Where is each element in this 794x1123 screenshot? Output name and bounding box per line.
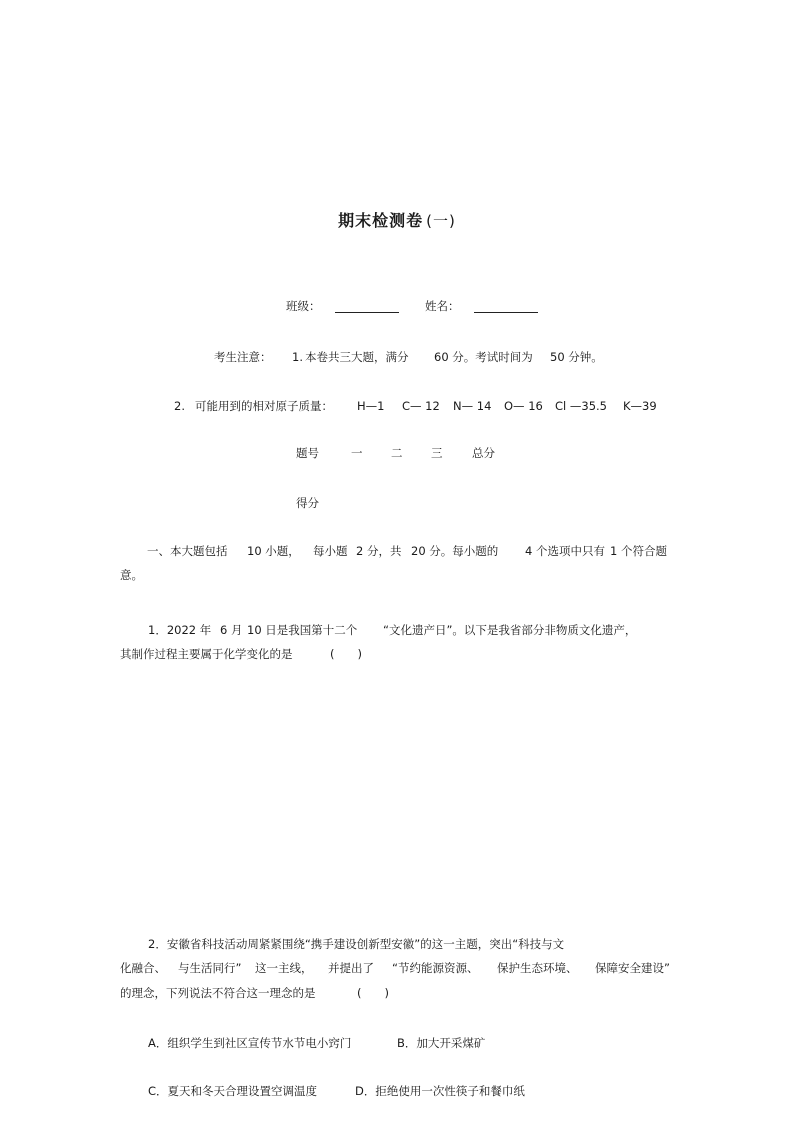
q1-part1: 1．2022 年 xyxy=(148,623,212,637)
q2-answer-paren[interactable]: ( ) xyxy=(357,986,389,1000)
section1-part2: 10 小题， xyxy=(247,544,300,558)
score-header-number: 题号 xyxy=(296,446,319,460)
score-header-2: 二 xyxy=(391,446,403,460)
q2-line2-part1: 化融合、 xyxy=(120,961,166,975)
q1-line2-text: 其制作过程主要属于化学变化的是 xyxy=(120,647,293,661)
q1-part3: 10 日是我国第十二个 xyxy=(247,623,358,637)
q2-option-c[interactable]: C．夏天和冬天合理设置空调温度 xyxy=(148,1084,318,1098)
notice-item2-num: 2. xyxy=(174,399,185,413)
section1-part6: 4 个选项中只有 xyxy=(525,544,605,558)
q1-part4: “文化遗产日”。以下是我省部分非物质文化遗产， xyxy=(383,623,637,637)
name-blank[interactable] xyxy=(474,312,538,313)
notice-item1-part3: 50 分钟。 xyxy=(550,350,603,364)
q2-line2-part4: 并提出了 xyxy=(328,961,374,975)
section1-part5: 20 分。每小题的 xyxy=(411,544,499,558)
q1-part2: 6 月 xyxy=(220,623,243,637)
notice-item2-label: 可能用到的相对原子质量： xyxy=(195,399,333,413)
q2-option-d[interactable]: D．拒绝使用一次性筷子和餐巾纸 xyxy=(355,1084,525,1098)
q2-line2-part7: 保障安全建设” xyxy=(595,961,670,975)
section1-part7: 1 个符合题 xyxy=(610,544,667,558)
page-title xyxy=(0,211,794,230)
notice-item1-part1: 本卷共三大题，满分 xyxy=(305,350,409,364)
score-header-1: 一 xyxy=(351,446,363,460)
q2-line2-part3: 这一主线， xyxy=(255,961,313,975)
notice-item1-part2: 60 分。考试时间为 xyxy=(434,350,533,364)
section1-part3: 每小题 xyxy=(313,544,348,558)
atomic-mass-c: C— 12 xyxy=(402,399,440,413)
atomic-mass-cl: Cl —35.5 xyxy=(555,399,607,413)
name-field xyxy=(425,300,538,314)
class-field xyxy=(286,300,399,314)
section1-part1: 一、本大题包括 xyxy=(147,544,228,558)
q2-line2-part6: 保护生态环境、 xyxy=(497,961,578,975)
q2-line1: 2．安徽省科技活动周紧紧围绕“携手建设创新型安徽”的这一主题，突出“科技与文 xyxy=(148,937,565,951)
q2-line2-part2: 与生活同行” xyxy=(178,961,242,975)
title-suffix: (一) xyxy=(426,212,456,230)
notice-item1-num: 1. xyxy=(292,350,303,364)
class-blank[interactable] xyxy=(335,312,399,313)
score-header-total: 总分 xyxy=(472,446,495,460)
notice-label: 考生注意： xyxy=(214,350,272,364)
score-row-label: 得分 xyxy=(296,496,319,510)
q2-option-a[interactable]: A．组织学生到社区宣传节水节电小窍门 xyxy=(148,1036,352,1050)
atomic-mass-k: K—39 xyxy=(623,399,657,413)
q1-answer-paren[interactable]: ( ) xyxy=(330,647,362,661)
name-label: 姓名： xyxy=(425,299,460,313)
score-header-3: 三 xyxy=(431,446,443,460)
q2-line3-text: 的理念，下列说法不符合这一理念的是 xyxy=(120,986,316,1000)
section1-line2: 意。 xyxy=(120,568,143,582)
atomic-mass-n: N— 14 xyxy=(453,399,492,413)
section1-part4: 2 分，共 xyxy=(356,544,402,558)
atomic-mass-h: H—1 xyxy=(357,399,385,413)
q2-line2-part5: “节约能源资源、 xyxy=(392,961,479,975)
q2-option-b[interactable]: B．加大开采煤矿 xyxy=(397,1036,486,1050)
atomic-mass-o: O— 16 xyxy=(504,399,543,413)
title-text: 期末检测卷 xyxy=(338,211,424,230)
class-label: 班级： xyxy=(286,299,321,313)
